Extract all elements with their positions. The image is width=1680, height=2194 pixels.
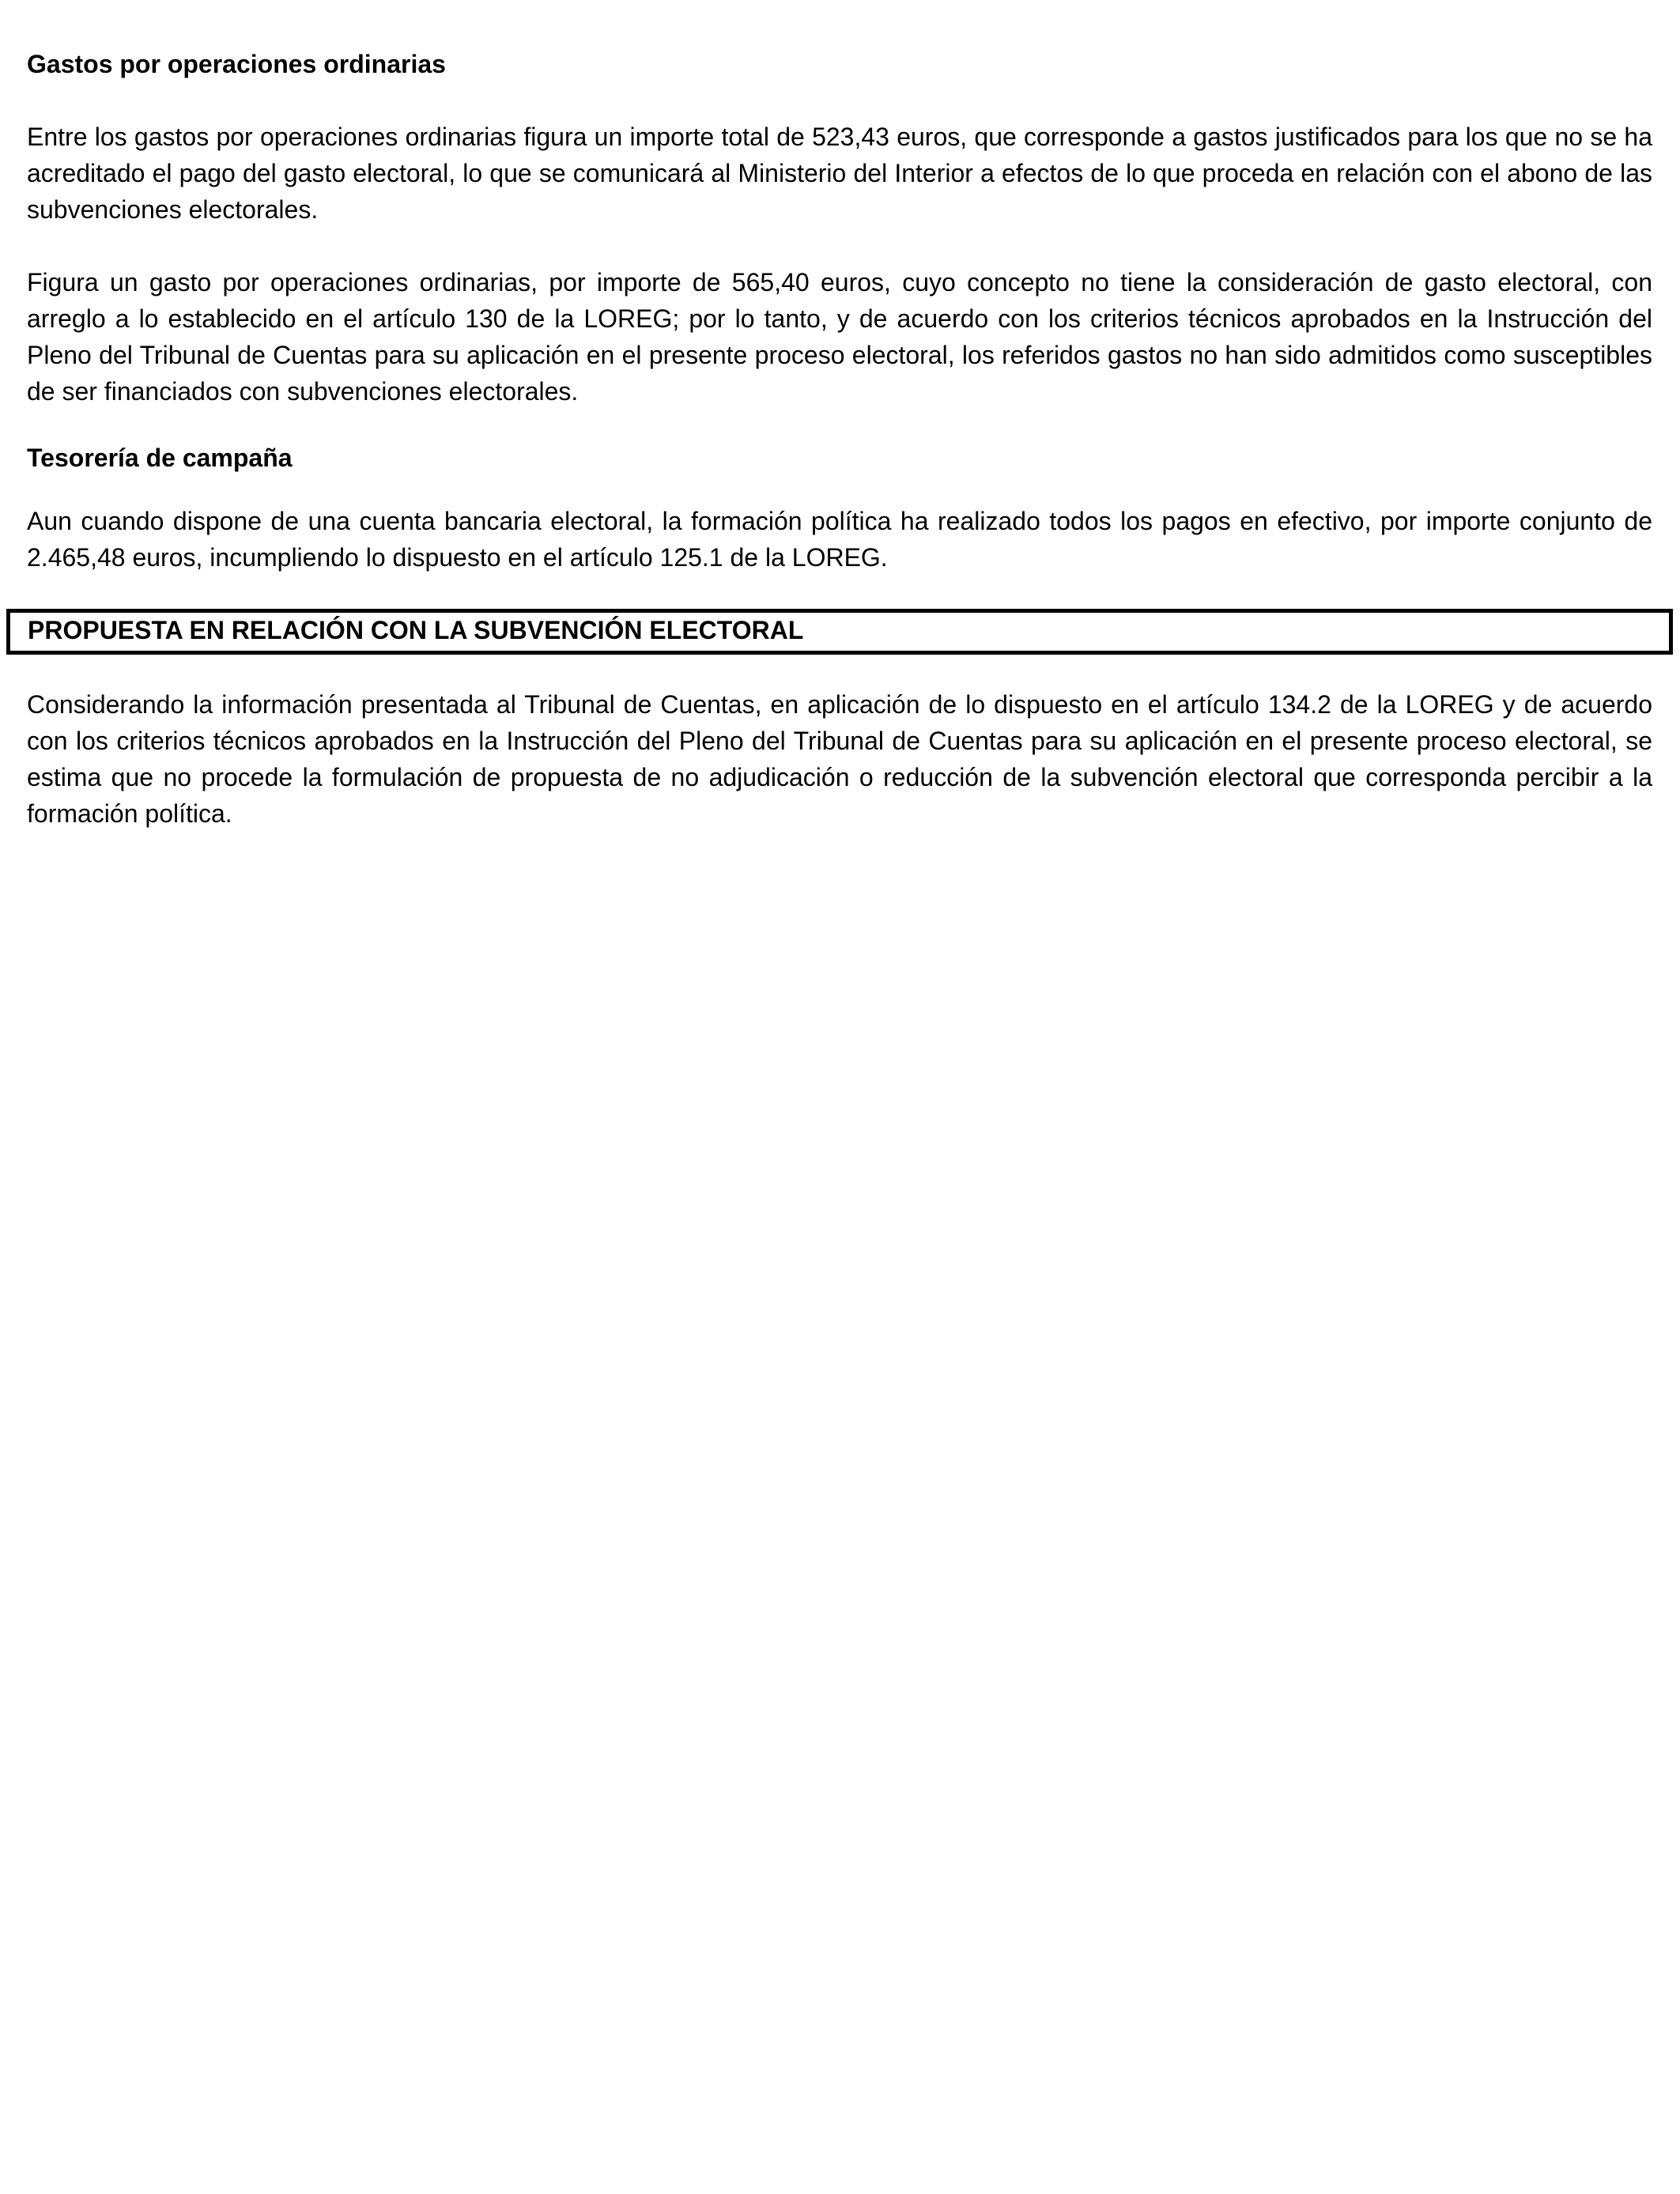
section-heading-tesoreria: Tesorería de campaña	[27, 444, 293, 472]
paragraph-gastos-justificados: Entre los gastos por operaciones ordinarias figura un importe total de 523,43 euros, que corresponde a gastos justificados para los que no se ha acreditado el pago del gasto electoral, lo que se comunicará al Ministerio del Interior a efectos de lo que proceda en relación con el abono de las subvenciones electorales.	[27, 123, 1652, 224]
paragraph-tesoreria: Aun cuando dispone de una cuenta bancaria electoral, la formación política ha realizado todos los pagos en efectivo, por importe conjunto de 2.465,48 euros, incumpliendo lo dispuesto en el artículo 125.1 de la LOREG.	[27, 507, 1652, 572]
section-heading-propuesta: PROPUESTA EN RELACIÓN CON LA SUBVENCIÓN ELECTORAL	[6, 609, 1673, 655]
document-page	[27, 46, 1652, 832]
paragraph-propuesta: Considerando la información presentada al Tribunal de Cuentas, en aplicación de lo dispuesto en el artículo 134.2 de la LOREG y de acuerdo con los criterios técnicos aprobados en la Instrucción del Pleno del Tribunal de Cuentas para su aplicación en el presente proceso electoral, se estima que no procede la formulación de propuesta de no adjudicación o reducción de la subvención electoral que corresponda percibir a la formación política.	[27, 690, 1652, 828]
paragraph-gasto-no-electoral: Figura un gasto por operaciones ordinarias, por importe de 565,40 euros, cuyo concepto no tiene la consideración de gasto electoral, con arreglo a lo establecido en el artículo 130 de la LOREG; por lo tanto, y de acuerdo con los criterios técnicos aprobados en la Instrucción del Pleno del Tribunal de Cuentas para su aplicación en el presente proceso electoral, los referidos gastos no han sido admitidos como susceptibles de ser financiados con subvenciones electorales.	[27, 268, 1652, 406]
section-heading-gastos: Gastos por operaciones ordinarias	[27, 50, 446, 78]
